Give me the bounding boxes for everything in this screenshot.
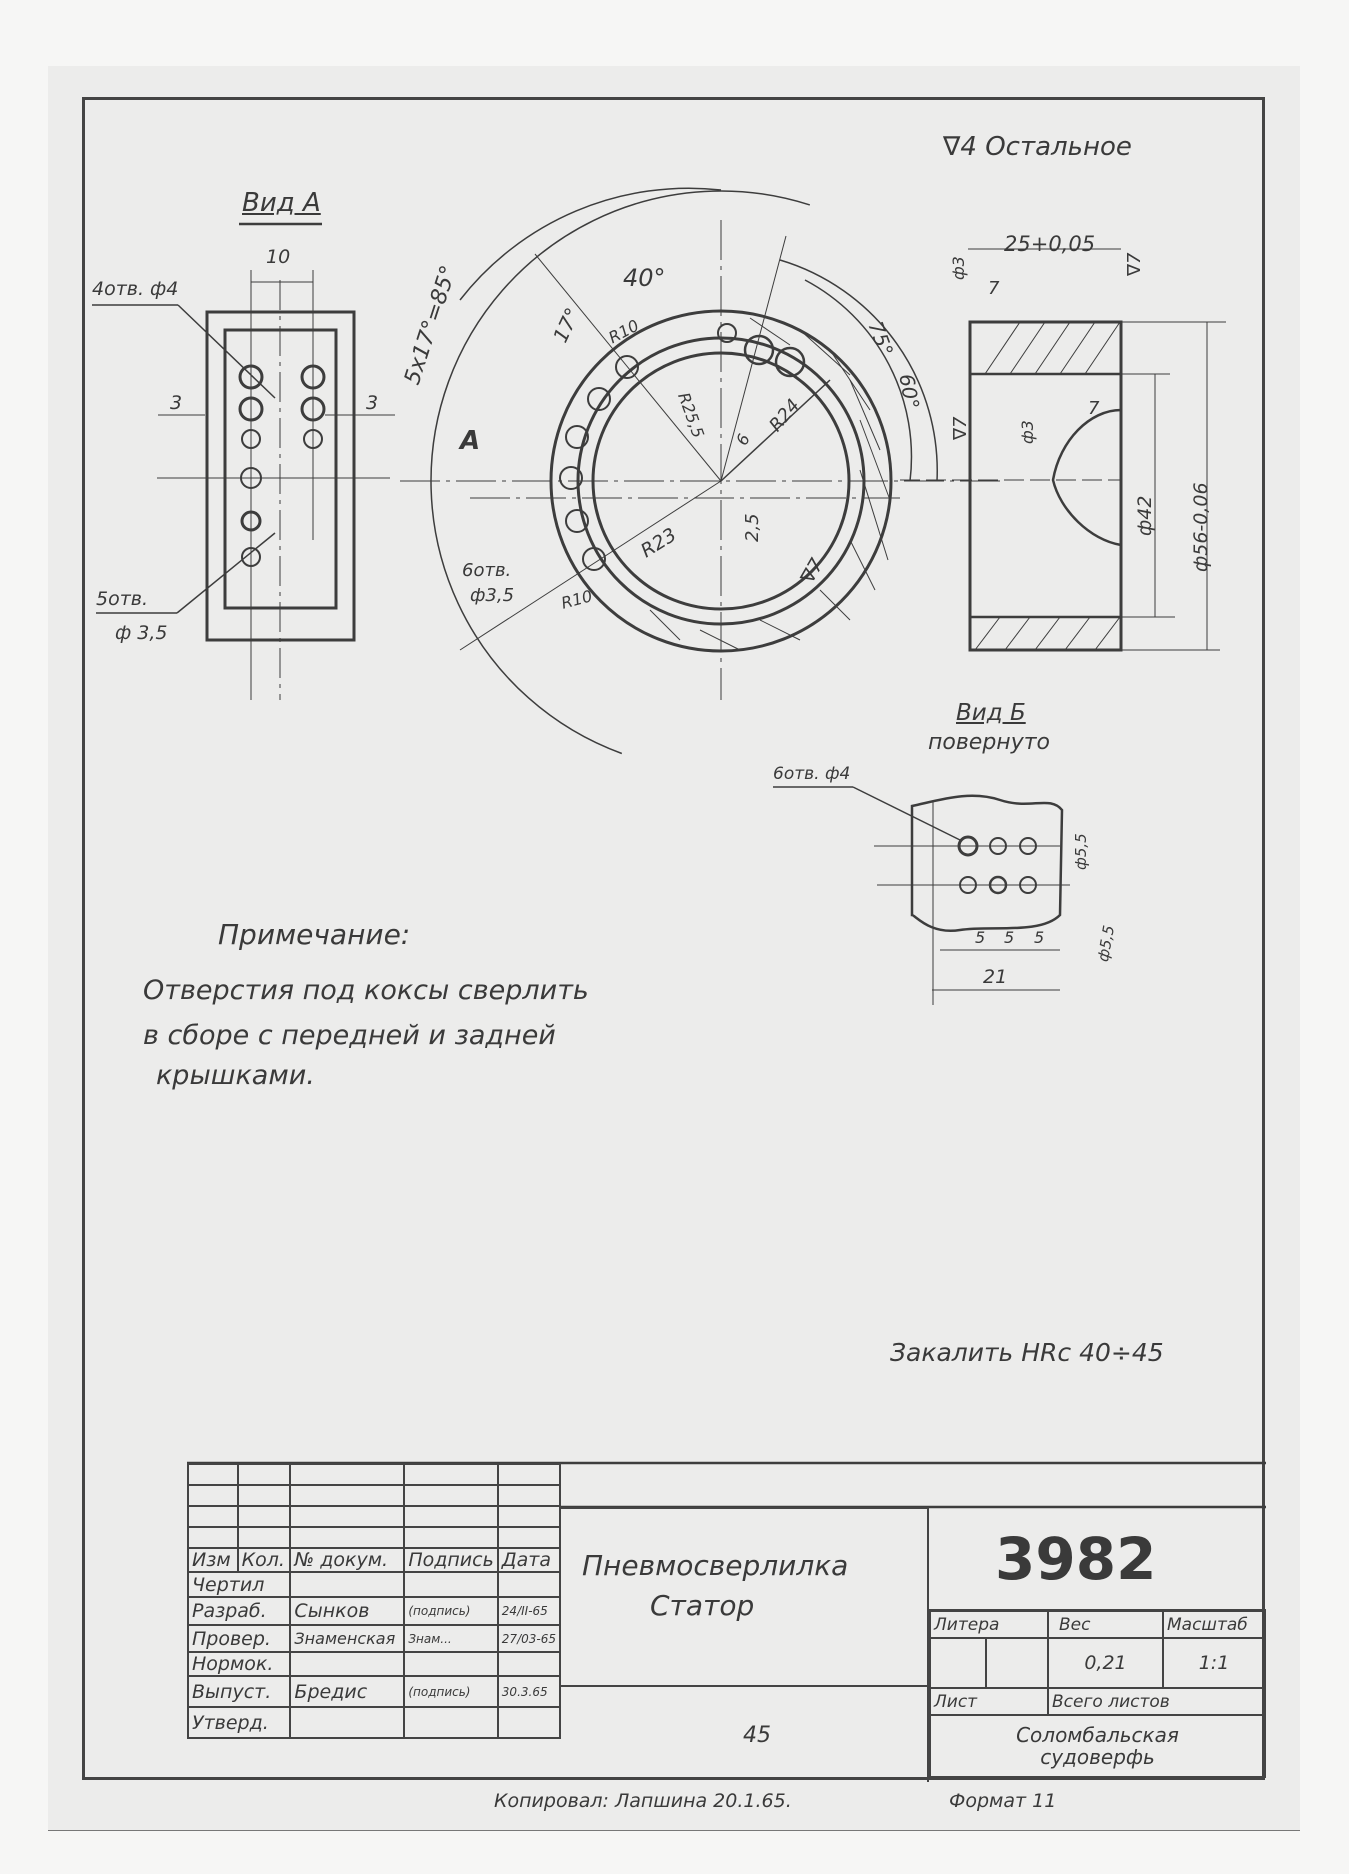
col-header-signature: Подпись [404, 1548, 497, 1572]
note-line-1: Отверстия под коксы сверлить [143, 975, 589, 1006]
weight-label: Вес [1048, 1611, 1163, 1638]
dim-6: 6 [732, 430, 754, 449]
main-holes-label-1: 6отв. [462, 560, 512, 581]
organization-line-2: судоверфь [1040, 1745, 1155, 1769]
table-row [188, 1652, 560, 1676]
litera-label: Литера [930, 1611, 1048, 1638]
angle-17: 17° [548, 303, 585, 347]
radius-r10-top: R10 [605, 315, 643, 348]
name-cell [290, 1572, 404, 1597]
name-cell: Бредис [290, 1676, 404, 1707]
page-number-box [560, 1687, 929, 1782]
section-d42: ф42 [1134, 495, 1156, 536]
name-cell [290, 1652, 404, 1676]
litera-weight-scale-table [929, 1610, 1266, 1778]
name-cell: Знаменская [290, 1625, 404, 1652]
signature-cell: (подпись) [404, 1597, 497, 1625]
section-roughness-right: ∇7 [1124, 252, 1145, 276]
note-heading: Примечание: [218, 918, 411, 951]
angle-40: 40° [623, 264, 666, 292]
view-a-holes-bottom-label-2: ф 3,5 [115, 622, 168, 644]
section-d3-mid: ф3 [1018, 420, 1037, 444]
table-row [188, 1625, 560, 1652]
signature-cell: (подпись) [404, 1676, 497, 1707]
format-label: Формат 11 [949, 1790, 1057, 1812]
part-name: Статор [650, 1589, 755, 1622]
date-cell: 24/II-65 [498, 1597, 560, 1625]
role-cell: Выпуст. [188, 1676, 290, 1707]
view-a-dim-left: 3 [170, 392, 183, 414]
hardening-note: Закалить HRc 40÷45 [890, 1338, 1164, 1367]
section-hatching [975, 322, 1120, 650]
view-b-dim-d5-5-top: ф5,5 [1072, 833, 1090, 870]
signature-cell [404, 1572, 497, 1597]
date-cell [498, 1572, 560, 1597]
signature-cell [404, 1707, 497, 1738]
table-row [188, 1597, 560, 1625]
col-header-change: Изм [188, 1548, 238, 1572]
date-cell [498, 1707, 560, 1738]
view-b-subtitle: повернуто [928, 730, 1050, 755]
copied-by: Копировал: Лапшина 20.1.65. [494, 1790, 792, 1812]
signature-cell: Знам... [404, 1625, 497, 1652]
drawing-number: 3982 [995, 1525, 1157, 1593]
note-line-2: в сборе с передней и задней [143, 1020, 556, 1051]
role-cell: Утверд. [188, 1707, 290, 1738]
roughness-7-main: ∇7 [796, 554, 829, 588]
sheet-label: Лист [930, 1688, 1048, 1715]
angle-60: 60° [894, 372, 925, 412]
view-b-dim-5-3: 5 [1034, 928, 1045, 947]
section-dim-7-top: 7 [988, 278, 1000, 299]
date-cell: 30.3.65 [498, 1676, 560, 1707]
revision-signature-table [187, 1463, 561, 1739]
view-b-dim-21: 21 [983, 966, 1008, 988]
main-holes-label-2: ф3,5 [470, 585, 515, 606]
signature-cell [404, 1652, 497, 1676]
role-cell: Провер. [188, 1625, 290, 1652]
radius-r24: R24 [765, 395, 805, 436]
role-cell: Чертил [188, 1572, 290, 1597]
drawing-number-box [929, 1507, 1266, 1611]
radius-r23: R23 [637, 523, 681, 563]
col-header-date: Дата [498, 1548, 560, 1572]
radius-r25-5: R25,5 [674, 390, 708, 441]
angle-total: 5x17°=85° [400, 262, 462, 388]
role-cell: Нормок. [188, 1652, 290, 1676]
header-row [188, 1548, 560, 1572]
radius-r10-bottom: R10 [559, 586, 595, 613]
organization-line-1: Соломбальская [1016, 1723, 1179, 1747]
view-b-dim-5-1: 5 [975, 928, 986, 947]
weight-value: 0,21 [1048, 1638, 1163, 1688]
date-cell: 27/03-65 [498, 1625, 560, 1652]
note-line-3: крышками. [156, 1060, 315, 1091]
table-row [188, 1707, 560, 1738]
dim-2-5: 2,5 [742, 513, 763, 542]
role-cell: Разраб. [188, 1597, 290, 1625]
part-name-box [560, 1507, 929, 1687]
page-number: 45 [743, 1723, 771, 1748]
general-roughness-note: ∇4 Остальное [943, 132, 1132, 162]
organization-cell [930, 1715, 1265, 1777]
sheets-total-label: Всего листов [1048, 1688, 1265, 1715]
view-arrow-a: A [460, 426, 481, 456]
section-roughness-left: ∇7 [950, 416, 971, 440]
table-row [188, 1676, 560, 1707]
view-a-holes-bottom-label-1: 5отв. [96, 588, 149, 610]
angle-75: 75° [863, 318, 899, 360]
col-header-doc-no: № докум. [290, 1548, 404, 1572]
view-b-dim-5-2: 5 [1004, 928, 1015, 947]
table-row [188, 1572, 560, 1597]
section-d56: ф56-0,06 [1190, 482, 1212, 572]
section-d3-top: ф3 [949, 256, 968, 280]
section-width-dim: 25+0,05 [1004, 232, 1096, 256]
view-b-dim-d5-5-bottom: ф5,5 [1094, 923, 1119, 964]
view-a-dim-right: 3 [366, 392, 379, 414]
scale-label: Масштаб [1163, 1611, 1265, 1638]
view-b-holes-label: 6отв. ф4 [773, 764, 851, 784]
name-cell: Сынков [290, 1597, 404, 1625]
view-a-holes-top-label: 4отв. ф4 [92, 278, 179, 300]
name-cell [290, 1707, 404, 1738]
col-header-qty: Кол. [238, 1548, 291, 1572]
view-b-title: Вид Б [956, 700, 1026, 726]
product-name: Пневмосверлилка [582, 1549, 849, 1582]
section-view-drawing [900, 249, 1226, 650]
view-a-title: Вид А [242, 188, 321, 218]
view-b-drawing [773, 787, 1070, 1005]
view-a-dim-spacing: 10 [266, 246, 291, 268]
scale-value: 1:1 [1163, 1638, 1265, 1688]
section-dim-7-mid: 7 [1088, 398, 1100, 419]
date-cell [498, 1652, 560, 1676]
